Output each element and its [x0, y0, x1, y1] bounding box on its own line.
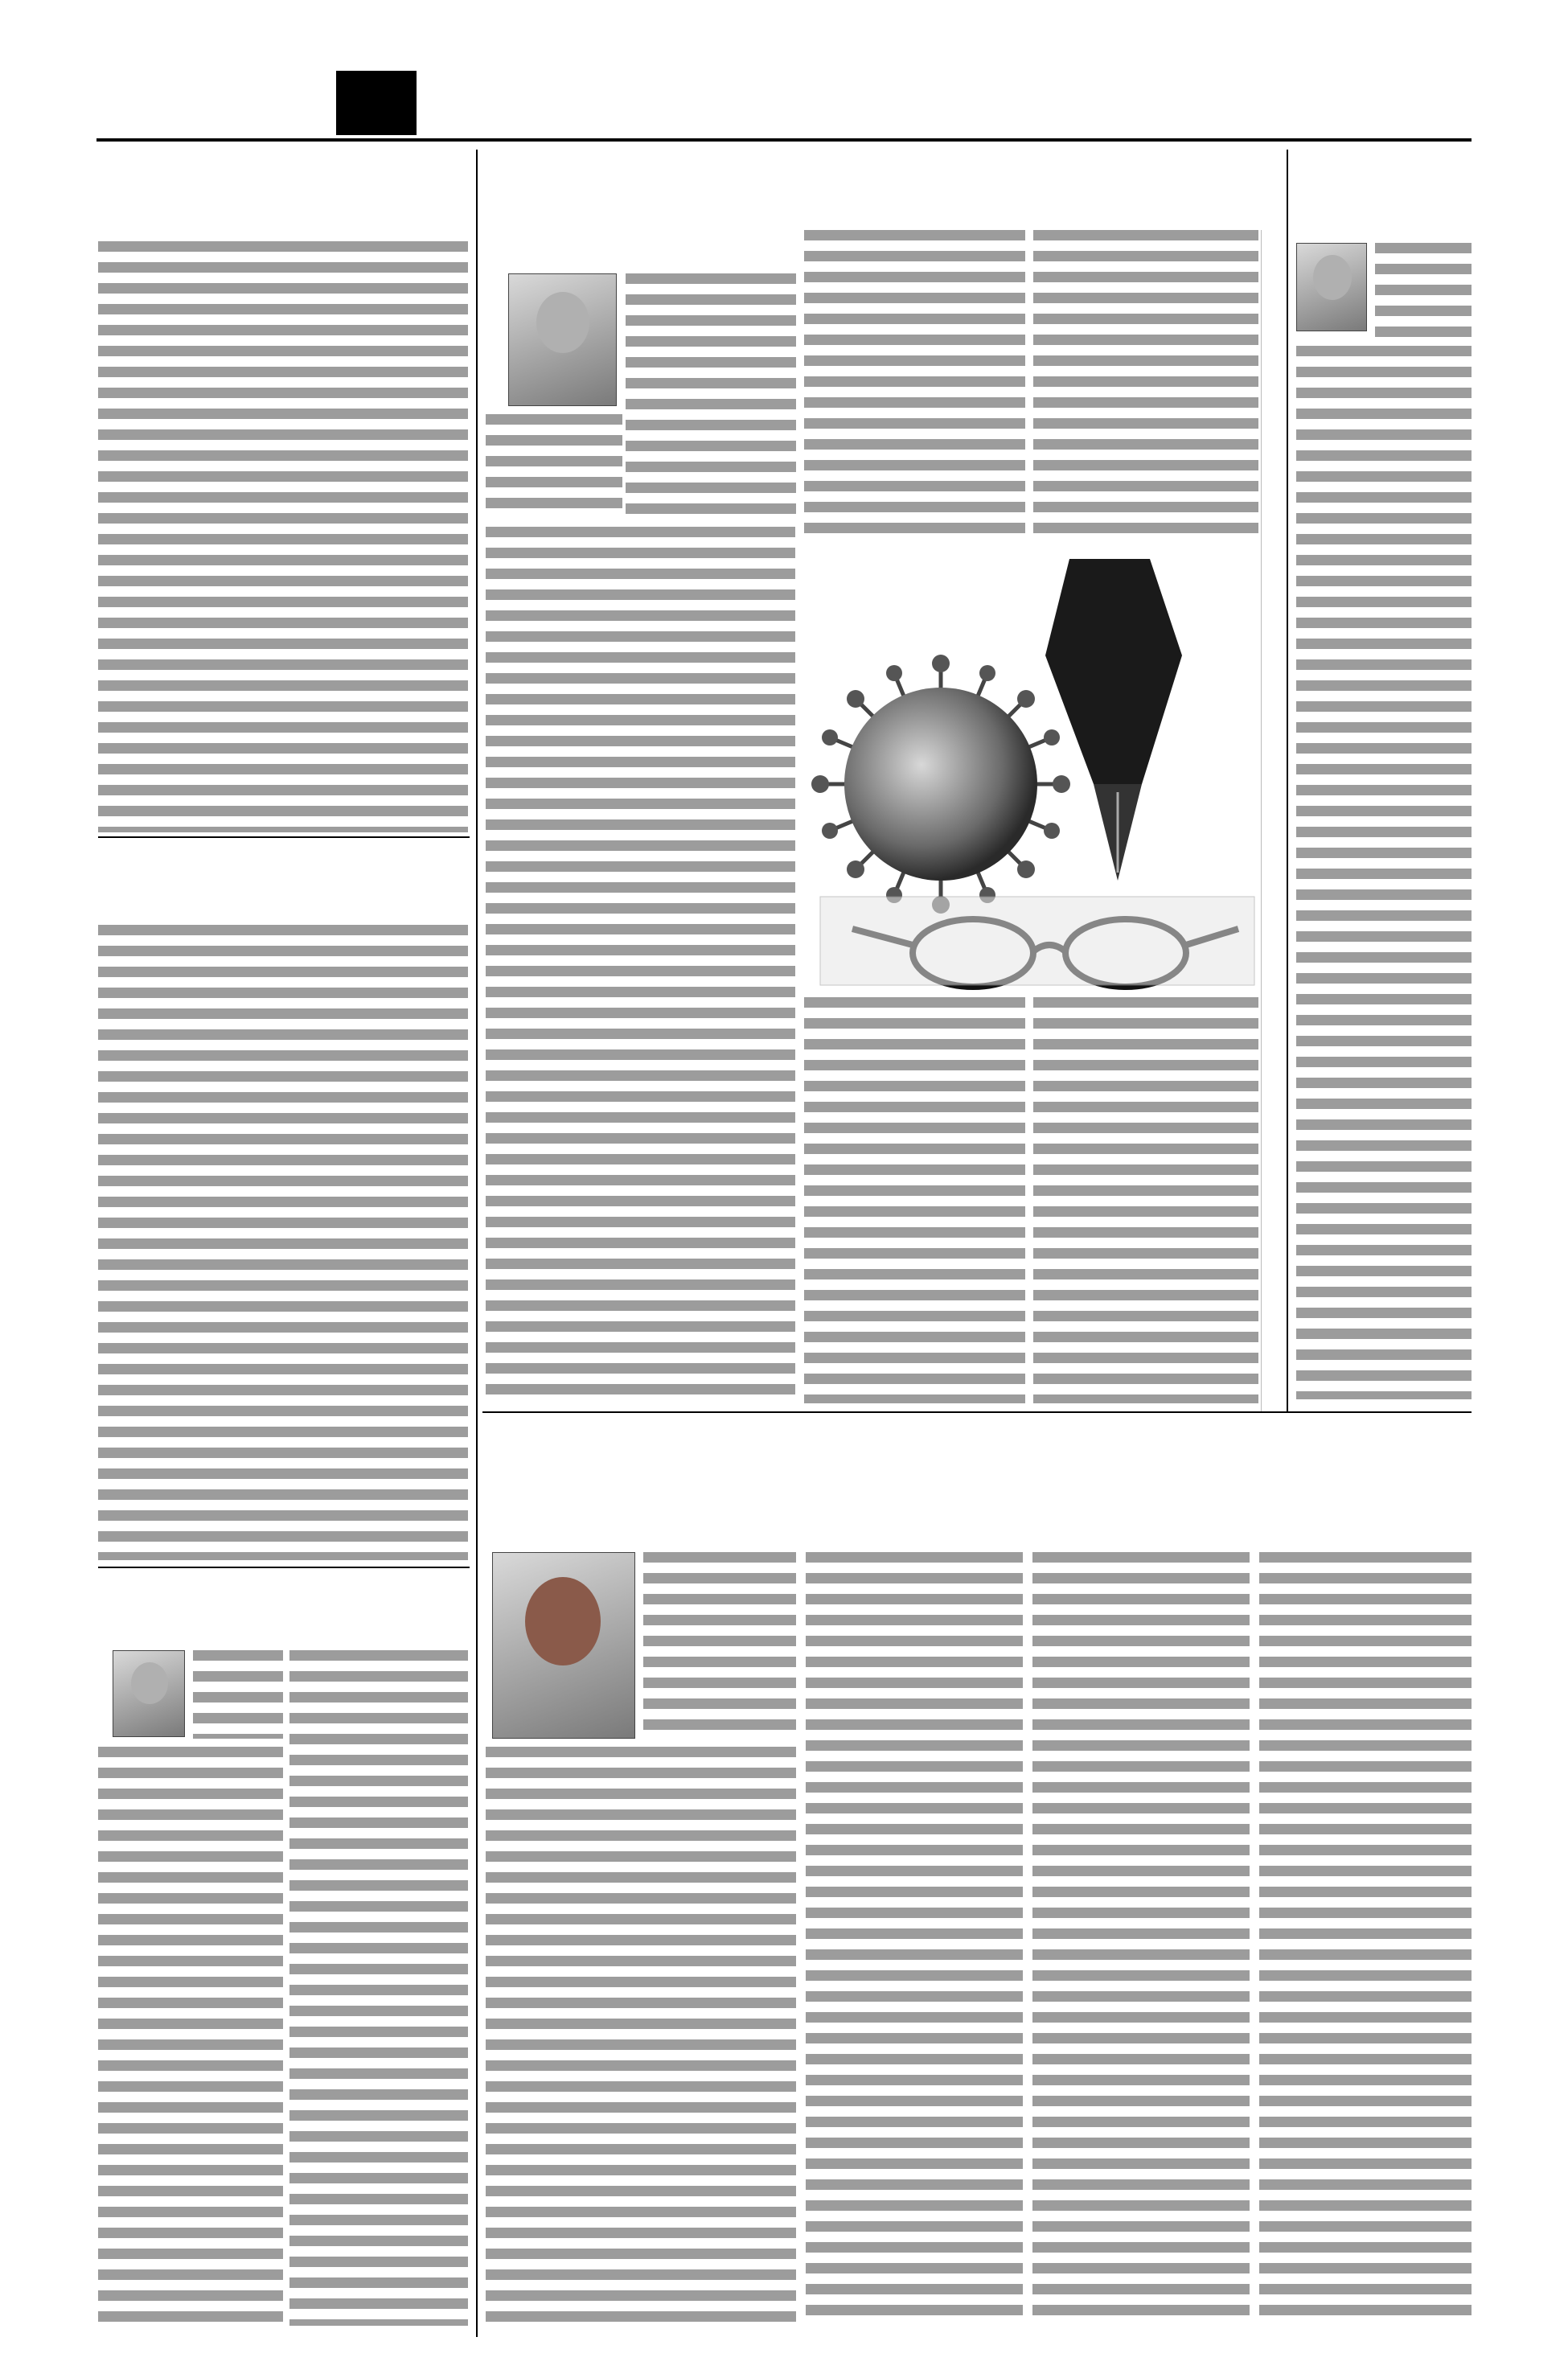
- author-photo: [492, 1552, 635, 1739]
- corona-body-text: [1033, 230, 1258, 536]
- corona-body-text: [486, 414, 622, 519]
- mp-body-text: [98, 925, 468, 1560]
- primary-body-text: [289, 1650, 468, 2326]
- divider: [482, 1411, 1472, 1413]
- corona-body-text: [486, 527, 795, 1403]
- manabata-body-text: [643, 1552, 796, 1739]
- divider: [98, 1567, 470, 1568]
- author-photo: [113, 1650, 185, 1737]
- corona-illustration: [804, 543, 1262, 993]
- manabata-body-text: [1032, 1552, 1250, 2326]
- column-rule: [1261, 230, 1262, 1412]
- manabata-body-text: [1259, 1552, 1472, 2326]
- corona-body-text: [804, 230, 1025, 536]
- manabata-body-text: [806, 1552, 1023, 2326]
- corona-body-text: [1033, 997, 1258, 1403]
- mahamari-body-text: [1375, 243, 1472, 338]
- corona-body-text: [804, 997, 1025, 1403]
- corona-body-text: [626, 273, 796, 519]
- jamilur-body-text: [98, 241, 468, 832]
- column-rule: [476, 150, 478, 2337]
- primary-body-text: [193, 1650, 283, 1739]
- mahamari-body-text: [1296, 346, 1472, 1399]
- masthead: [0, 0, 1568, 137]
- divider: [98, 836, 470, 838]
- author-photo: [1296, 243, 1367, 331]
- virus-pen-illustration: [804, 543, 1262, 993]
- page-number: [336, 71, 417, 135]
- manabata-body-text: [486, 1747, 796, 2326]
- author-photo: [508, 273, 617, 406]
- column-rule: [1287, 150, 1288, 1412]
- primary-body-text: [98, 1747, 283, 2326]
- masthead-rule: [96, 138, 1472, 142]
